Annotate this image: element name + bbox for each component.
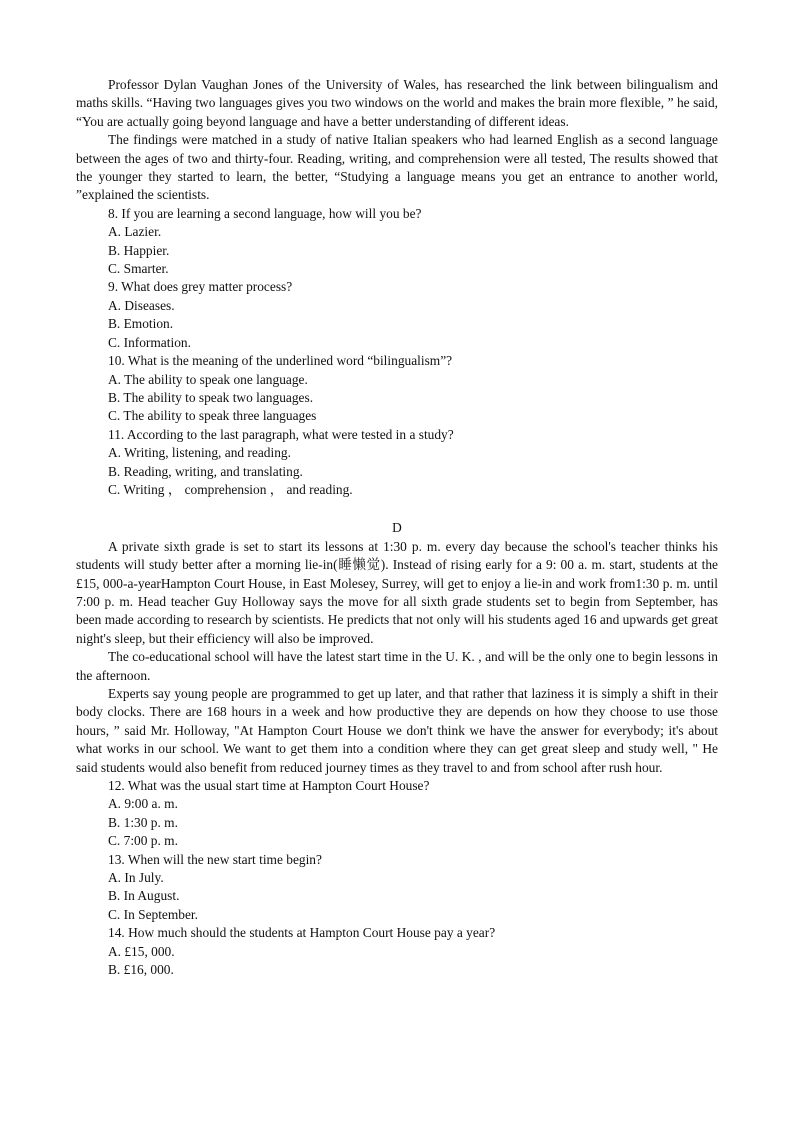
option-b: B. Reading, writing, and translating.	[108, 463, 303, 479]
option-c: C. In September.	[108, 906, 199, 922]
passage-c-paragraph-2: The findings were matched in a study of native Italian speakers who had learned English as a second language between the ages of two and thirty-four. Reading, writing, and comprehension were all tested, The results showed that the younger they started to learn, the better, “Studying a language means you get an entrance to another world, ”explained the scientists.	[76, 132, 718, 203]
question-text: 9. What does grey matter process?	[108, 279, 293, 295]
option-c: C. Smarter.	[108, 261, 169, 277]
option-a: A. The ability to speak one language.	[108, 371, 308, 387]
question-text: 8. If you are learning a second language, how will you be?	[108, 205, 422, 221]
option-b: B. £16, 000.	[108, 962, 174, 978]
option-b: B. 1:30 p. m.	[108, 814, 178, 830]
option-c: C. The ability to speak three languages	[108, 408, 317, 424]
question-text: 11. According to the last paragraph, what were tested in a study?	[108, 426, 454, 442]
option-a: A. 9:00 a. m.	[108, 796, 178, 812]
option-b: B. In August.	[108, 888, 180, 904]
question-text: 12. What was the usual start time at Hampton Court House?	[108, 778, 430, 794]
question-12	[76, 777, 718, 851]
question-13	[76, 851, 718, 925]
question-text: 10. What is the meaning of the underlined word “bilingualism”?	[108, 353, 453, 369]
option-c: C. Information.	[108, 334, 191, 350]
passage-d-paragraph-3: Experts say young people are programmed to get up later, and that rather that laziness it is simply a shift in their body clocks. There are 168 hours in a week and how productive they are depends on how they choose to use those hours, ” said Mr. Holloway, "At Hampton Court House we don't think we have the answer for everybody; it's about what works in our school. We want to get them into a condition where they can get great sleep and study well, " He said students would also benefit from reduced journey times as they travel to and from school after rush hour.	[76, 686, 718, 775]
question-10	[76, 352, 718, 426]
option-a: A. Diseases.	[108, 297, 175, 313]
section-d-title: D	[392, 520, 402, 536]
option-b: B. The ability to speak two languages.	[108, 389, 314, 405]
option-c: C. Writing ， comprehension ， and reading.	[108, 481, 353, 497]
option-a: A. Lazier.	[108, 224, 162, 240]
document-page	[76, 76, 718, 980]
option-b: B. Emotion.	[108, 316, 174, 332]
option-c: C. 7:00 p. m.	[108, 833, 178, 849]
option-b: B. Happier.	[108, 242, 170, 258]
question-11	[76, 426, 718, 500]
question-14	[76, 924, 718, 979]
passage-c-paragraph-1: Professor Dylan Vaughan Jones of the University of Wales, has researched the link between bilingualism and maths skills. “Having two languages gives you two windows on the world and makes the brain more flexible, ” he said, “You are actually going beyond language and have a better understanding of different ideas.	[76, 77, 718, 129]
passage-d-paragraph-1: A private sixth grade is set to start its lessons at 1:30 p. m. every day because the school's teacher thinks his students will study better after a morning lie-in(睡懒觉). Instead of rising early for a 9: 00 a. m. start, students at the £15, 000-a-yearHampton Court House, in East Molesey, Surrey, will get to enjoy a lie-in and work from1:30 p. m. until 7:00 p. m. Head teacher Guy Holloway says the move for all sixth grade students set to begin from September, has been made according to research by scientists. He predicts that not only will his students aged 16 and upwards get great night's sleep, but their efficiency will also be improved.	[76, 538, 718, 646]
question-text: 14. How much should the students at Hampton Court House pay a year?	[108, 925, 496, 941]
option-a: A. £15, 000.	[108, 943, 175, 959]
question-9	[76, 278, 718, 352]
question-8	[76, 205, 718, 279]
option-a: A. Writing, listening, and reading.	[108, 445, 291, 461]
passage-d-paragraph-2: The co-educational school will have the latest start time in the U. K. , and will be the only one to begin lessons in the afternoon.	[76, 649, 718, 683]
question-text: 13. When will the new start time begin?	[108, 851, 322, 867]
option-a: A. In July.	[108, 870, 164, 886]
